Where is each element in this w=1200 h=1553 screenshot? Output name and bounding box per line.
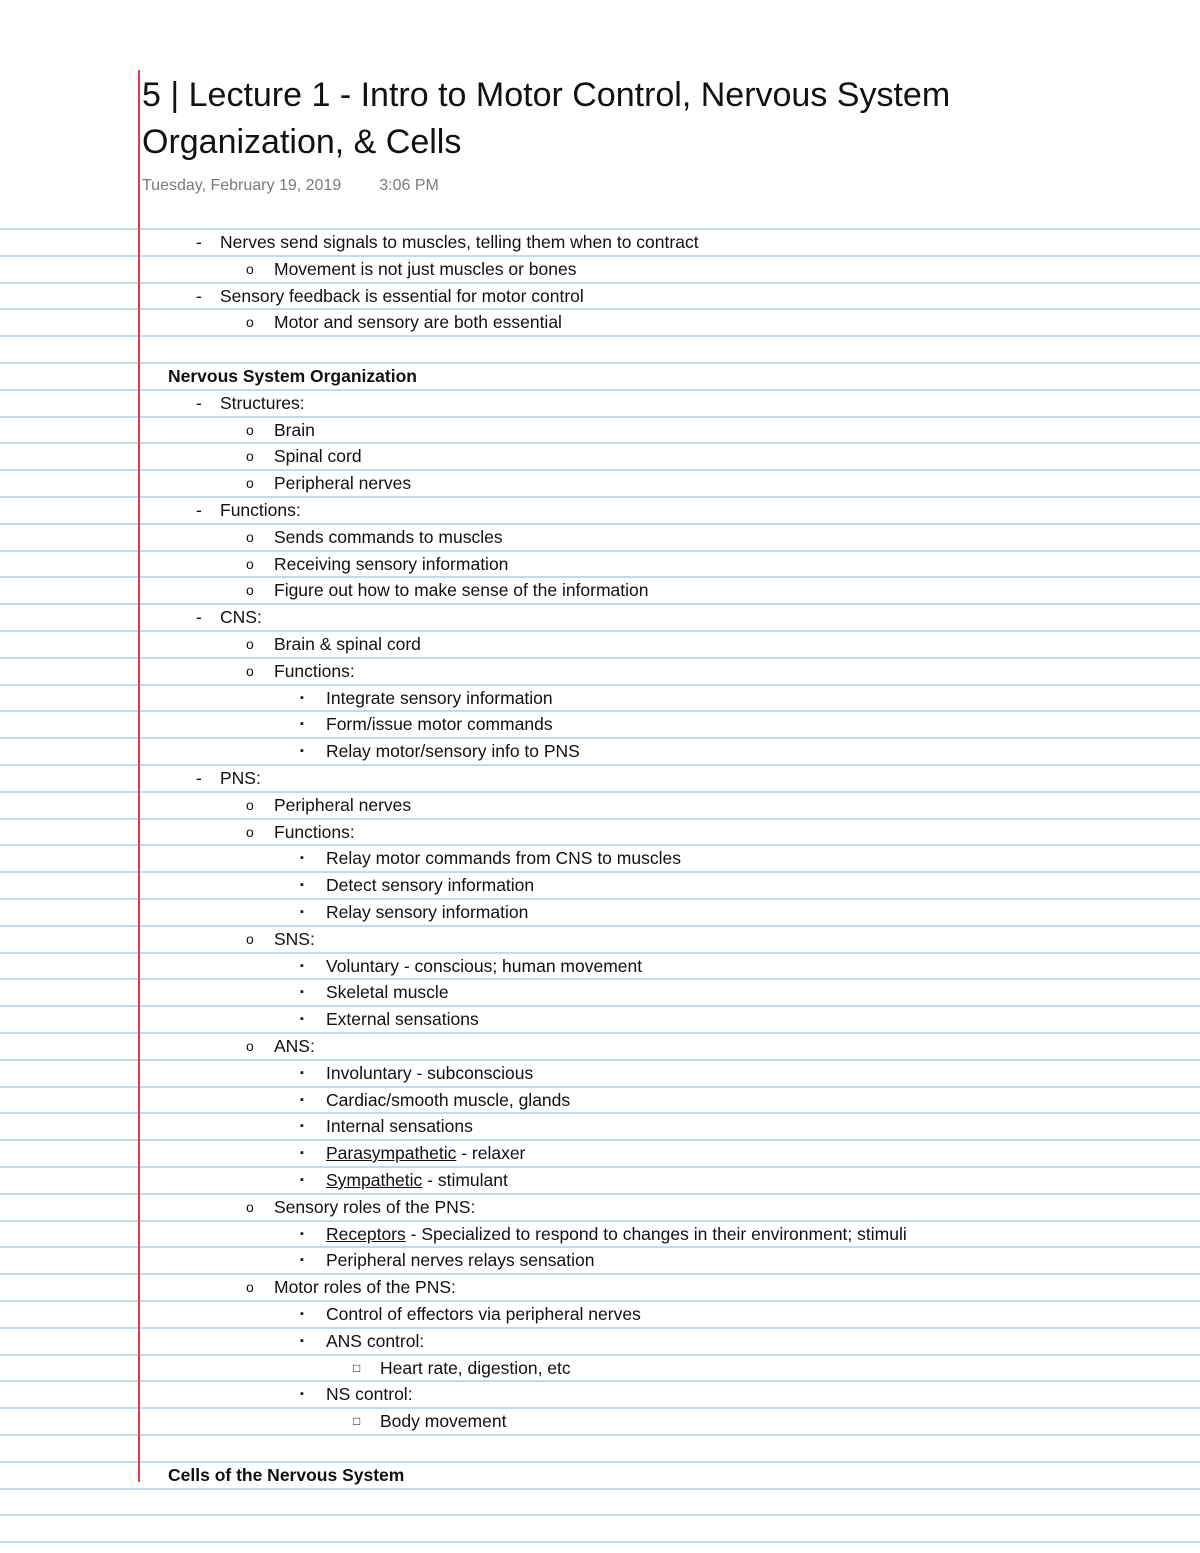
list-item: [300, 1221, 907, 1247]
list-item: [246, 658, 355, 684]
list-item: [300, 1167, 508, 1193]
square-bullet-icon: ▪: [300, 1228, 304, 1240]
list-item: [246, 470, 412, 496]
list-item: [246, 1033, 315, 1059]
page-title: 5 | Lecture 1 - Intro to Motor Control, Nervous System Organization, & Cells: [142, 76, 951, 161]
circle-bullet-icon: o: [246, 422, 254, 438]
list-item: [246, 1194, 476, 1220]
underlined-term: Parasympathetic: [326, 1143, 457, 1163]
list-item: [300, 1087, 571, 1113]
item-text: CNS:: [220, 607, 262, 627]
list-item: [196, 497, 301, 523]
list-item: [196, 283, 584, 309]
item-text: Sends commands to muscles: [274, 527, 503, 547]
section-heading: [168, 1462, 404, 1488]
list-item: [246, 443, 362, 469]
list-item: [246, 309, 562, 335]
circle-bullet-icon: o: [246, 663, 254, 679]
square-bullet-icon: ▪: [300, 1013, 304, 1025]
list-item: [300, 979, 449, 1005]
item-text: External sensations: [326, 1009, 479, 1029]
item-text: Skeletal muscle: [326, 982, 449, 1002]
dash-bullet-icon: -: [196, 607, 202, 627]
section-heading: [168, 363, 417, 389]
dash-bullet-icon: -: [196, 393, 202, 413]
item-text: - relaxer: [456, 1143, 526, 1163]
circle-bullet-icon: o: [246, 1279, 254, 1295]
dash-bullet-icon: -: [196, 286, 202, 306]
circle-bullet-icon: o: [246, 636, 254, 652]
list-item: [300, 685, 553, 711]
item-text: ANS:: [274, 1036, 315, 1056]
square-bullet-icon: ▪: [300, 718, 304, 730]
circle-bullet-icon: o: [246, 475, 254, 491]
list-item: [196, 390, 305, 416]
list-item: [300, 1140, 526, 1166]
item-text: PNS:: [220, 768, 261, 788]
item-text: Detect sensory information: [326, 875, 535, 895]
list-item: [246, 792, 412, 818]
item-text: Spinal cord: [274, 446, 362, 466]
item-text: Functions:: [274, 661, 355, 681]
item-text: Brain & spinal cord: [274, 634, 421, 654]
square-bullet-icon: ▪: [300, 960, 304, 972]
circle-bullet-icon: o: [246, 1038, 254, 1054]
item-text: Peripheral nerves: [274, 795, 412, 815]
item-text: Functions:: [274, 822, 355, 842]
item-text: Movement is not just muscles or bones: [274, 259, 577, 279]
list-item: [300, 1381, 413, 1407]
square-bullet-icon: ▪: [300, 745, 304, 757]
list-item: [196, 229, 699, 255]
item-text: Structures:: [220, 393, 305, 413]
item-text: Receiving sensory information: [274, 554, 509, 574]
item-text: - Specialized to respond to changes in their environment; stimuli: [405, 1224, 907, 1244]
circle-bullet-icon: o: [246, 556, 254, 572]
square-bullet-icon: ▪: [300, 906, 304, 918]
item-text: Control of effectors via peripheral nerves: [326, 1304, 641, 1324]
item-text: Heart rate, digestion, etc: [380, 1358, 571, 1378]
circle-bullet-icon: o: [246, 448, 254, 464]
list-item: [246, 1274, 456, 1300]
item-text: Motor and sensory are both essential: [274, 312, 562, 332]
item-text: Involuntary - subconscious: [326, 1063, 534, 1083]
list-item: [300, 711, 553, 737]
underlined-term: Receptors: [326, 1224, 406, 1244]
list-item: [353, 1408, 507, 1434]
item-text: Body movement: [380, 1411, 507, 1431]
item-text: ANS control:: [326, 1331, 425, 1351]
circle-bullet-icon: o: [246, 824, 254, 840]
underlined-term: Sympathetic: [326, 1170, 423, 1190]
list-item: [300, 872, 535, 898]
square-bullet-icon: ▪: [300, 1067, 304, 1079]
square-bullet-icon: ▪: [300, 1120, 304, 1132]
item-text: Nerves send signals to muscles, telling them when to contract: [220, 232, 699, 252]
circle-bullet-icon: o: [246, 931, 254, 947]
dash-bullet-icon: -: [196, 500, 202, 520]
square-bullet-icon: ▪: [300, 879, 304, 891]
square-bullet-icon: ▪: [300, 1147, 304, 1159]
list-item: [246, 256, 577, 282]
item-text: Relay motor/sensory info to PNS: [326, 741, 580, 761]
list-item: [246, 524, 503, 550]
item-text: Figure out how to make sense of the information: [274, 580, 649, 600]
item-text: Cardiac/smooth muscle, glands: [326, 1090, 571, 1110]
square-bullet-icon: ▪: [300, 692, 304, 704]
circle-bullet-icon: o: [246, 261, 254, 277]
list-item: [300, 845, 681, 871]
list-item: [196, 765, 261, 791]
item-text: - stimulant: [422, 1170, 508, 1190]
item-text: Integrate sensory information: [326, 688, 553, 708]
list-item: [246, 926, 315, 952]
circle-bullet-icon: o: [246, 582, 254, 598]
circle-bullet-icon: o: [246, 314, 254, 330]
list-item: [300, 1328, 425, 1354]
item-text: Peripheral nerves: [274, 473, 412, 493]
list-item: [246, 417, 315, 443]
dash-bullet-icon: -: [196, 768, 202, 788]
list-item: [246, 819, 355, 845]
circle-bullet-icon: o: [246, 529, 254, 545]
item-text: Sensory feedback is essential for motor control: [220, 286, 584, 306]
item-text: Internal sensations: [326, 1116, 473, 1136]
item-text: Motor roles of the PNS:: [274, 1277, 456, 1297]
list-item: [353, 1355, 571, 1381]
item-text: Brain: [274, 420, 315, 440]
page-date: Tuesday, February 19, 2019: [142, 177, 342, 194]
list-item: [246, 631, 421, 657]
hollow-square-bullet-icon: □: [353, 1361, 361, 1375]
item-text: Peripheral nerves relays sensation: [326, 1250, 595, 1270]
square-bullet-icon: ▪: [300, 1094, 304, 1106]
list-item: [300, 899, 529, 925]
item-text: Functions:: [220, 500, 301, 520]
square-bullet-icon: ▪: [300, 1308, 304, 1320]
page-time: 3:06 PM: [379, 177, 439, 194]
list-item: [300, 1247, 595, 1273]
list-item: [300, 1060, 534, 1086]
list-item: [300, 1006, 479, 1032]
item-text: Voluntary - conscious; human movement: [326, 956, 643, 976]
list-item: [196, 604, 262, 630]
item-text: Sensory roles of the PNS:: [274, 1197, 476, 1217]
circle-bullet-icon: o: [246, 797, 254, 813]
item-text: Nervous System Organization: [168, 366, 417, 386]
square-bullet-icon: ▪: [300, 1388, 304, 1400]
square-bullet-icon: ▪: [300, 1174, 304, 1186]
list-item: [300, 1113, 473, 1139]
hollow-square-bullet-icon: □: [353, 1414, 361, 1428]
circle-bullet-icon: o: [246, 1199, 254, 1215]
square-bullet-icon: ▪: [300, 986, 304, 998]
list-item: [300, 738, 580, 764]
list-item: [246, 551, 509, 577]
square-bullet-icon: ▪: [300, 1254, 304, 1266]
list-item: [246, 577, 649, 603]
item-text: Form/issue motor commands: [326, 714, 553, 734]
list-item: [300, 953, 643, 979]
square-bullet-icon: ▪: [300, 1335, 304, 1347]
item-text: Relay motor commands from CNS to muscles: [326, 848, 681, 868]
square-bullet-icon: ▪: [300, 852, 304, 864]
item-text: SNS:: [274, 929, 315, 949]
dash-bullet-icon: -: [196, 232, 202, 252]
item-text: NS control:: [326, 1384, 413, 1404]
item-text: Cells of the Nervous System: [168, 1465, 405, 1485]
item-text: Relay sensory information: [326, 902, 529, 922]
list-item: [300, 1301, 641, 1327]
